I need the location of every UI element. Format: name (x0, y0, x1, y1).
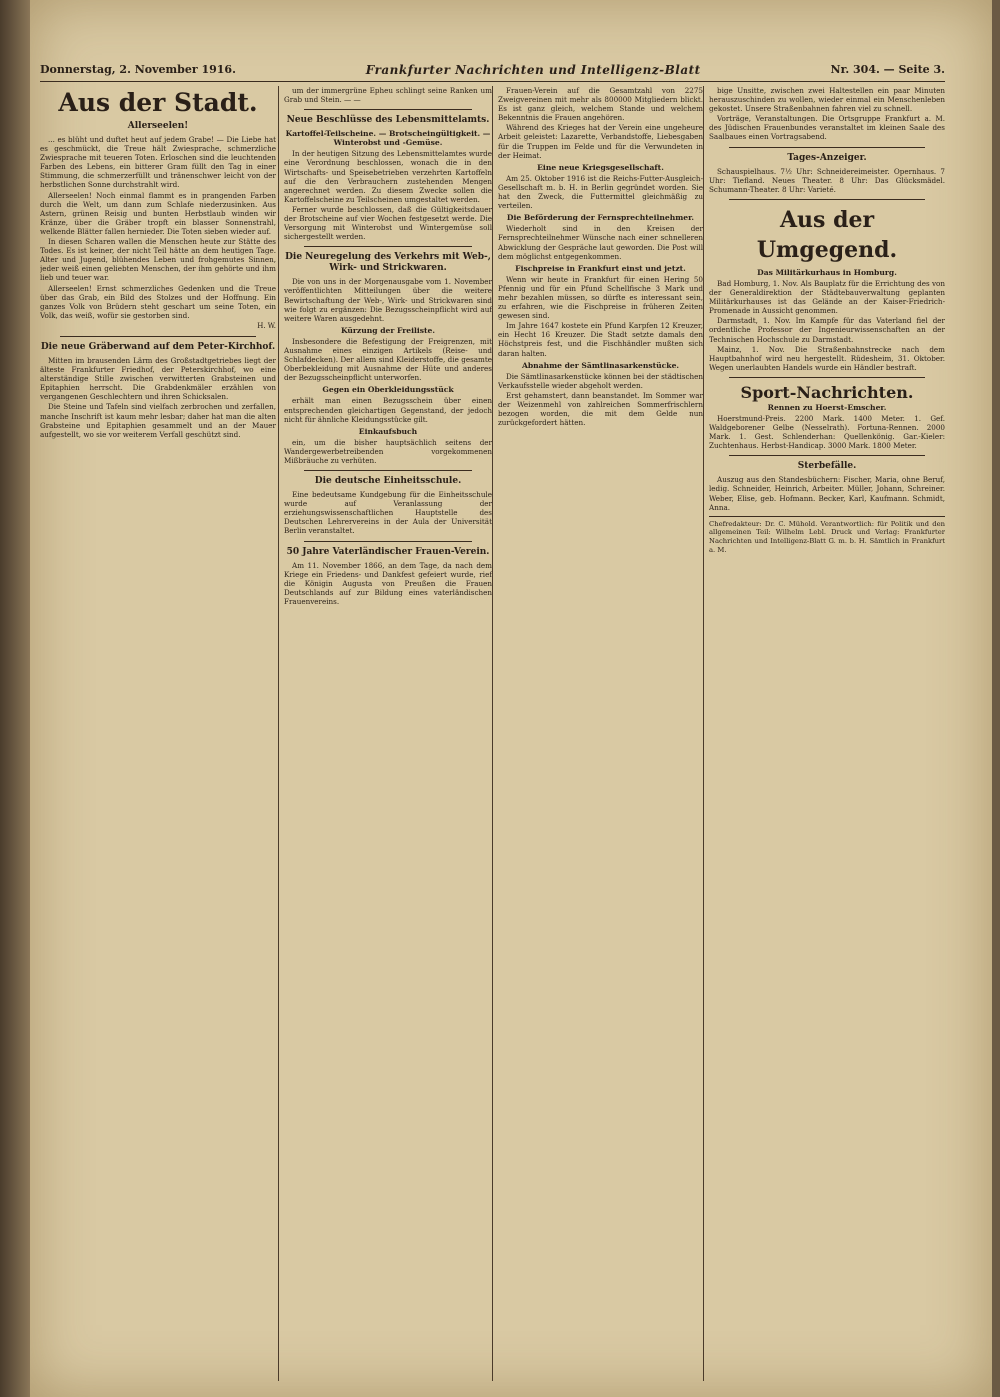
article-title: Abnahme der Sämtlinasarkenstücke. (521, 360, 680, 370)
paragraph: In diesen Scharen wallen die Menschen heute zur Stätte des Todes. Es ist keiner, der nicht Teil hätte an dem heutigen Tage. Alter und Jugend, blühendes Leben und frohgemutes Sinnen, jeder weiß einen geliebten Menschen, der ihm gehörte und ihm lieb und teuer war. (40, 237, 276, 283)
paragraph: Im Jahre 1647 kostete ein Pfund Karpfen 12 Kreuzer, ein Hecht 16 Kreuzer. Die Stadt setzte damals den Höchstpreis fest, und die Fischhändler mußten sich daran halten. (498, 321, 703, 358)
paragraph: In der heutigen Sitzung des Lebensmittelamtes wurde eine Verordnung beschlossen, wonach die in den Wirtschafts- und Speisebetrieben verzehrten Kartoffeln auf die den Verbrauchern zustehenden Mengen angerechnet werden. Zu diesem Zwecke sollen die Kartoffelscheine zu Teilscheinen umgestaltet werden. (284, 149, 492, 204)
paragraph: Vorträge, Veranstaltungen. Die Ortsgruppe Frankfurt a. M. des Jüdischen Frauenbundes veranstaltet im kleinen Saale des Saalbaues einen Vortragsabend. (709, 114, 945, 142)
article-title: Die neue Gräberwand auf dem Peter-Kirchhof. (40, 341, 276, 352)
masthead (40, 58, 945, 82)
paragraph: Insbesondere die Befestigung der Freigrenzen, mit Ausnahme eines einzigen Artikels (Reise- und Schlafdecken). Der allem sind Kleiderstoffe, die gesamte Oberbekleidung mit Ausnahme der Hüte und anderes der Bezugsscheinpflicht unterworfen. (284, 336, 492, 383)
paragraph: Wenn wir heute in Frankfurt für einen Hering 50 Pfennig und für ein Pfund Schellfische 3 Mark und mehr bezahlen müssen, so dürfte es interessant sein, zu erfahren, wie die Fischpreise in früheren Zeiten gewesen sind. (498, 274, 703, 321)
article-kicker: Einkaufsbuch (358, 426, 418, 436)
divider (304, 246, 472, 247)
paragraph: Bad Homburg, 1. Nov. Als Bauplatz für die Errichtung des von der Generaldirektion der Städtebauverwaltung geplanten Militärkurhauses ist das Gelände an der Kaiser-Friedrich-Promenade in Aussicht genommen. (709, 278, 945, 316)
section-heading: Aus der Stadt. (58, 88, 258, 117)
article-title: Fischpreise in Frankfurt einst und jetzt. (515, 263, 686, 273)
paragraph: Während des Krieges hat der Verein eine ungeheure Arbeit geleistet: Lazarette, Verbandstoffe, Liebesgaben für die Truppen im Felde und für die Verwundeten in der Heimat. (498, 123, 703, 160)
article-title: Neue Beschlüsse des Lebensmittelamts. (286, 115, 490, 126)
article-title: Die Beförderung der Fernsprechteilnehmer. (506, 213, 695, 223)
column-rule (492, 86, 493, 1381)
paragraph: bige Unsitte, zwischen zwei Haltestellen ein paar Minuten herauszuschinden zu wollen, wieder einmal ein Menschenleben gekostet. Unsere Straßenbahnen fahren viel zu schnell. (709, 86, 945, 114)
paragraph: ... es blüht und duftet heut auf jedem Grabe! — Die Liebe hat es geschmückt, die Treue hält Zwiesprache, schmerzliche Zwiesprache mit teueren Toten. Erloschen sind die leuchtenden Farben des Lebens, ein bitterer Gram füllt den Tag in einer Stimmung, die schmerzerfüllt und tränenschwer leicht von der herbstlichen Sonne durchstrahlt wird. (40, 135, 276, 190)
section-heading: Sport-Nachrichten. (740, 382, 914, 402)
paragraph: erhält man einen Bezugsschein über einen entsprechenden gleichartigen Gegenstand, der jedoch nicht für ähnliche Kleidungsstücke gilt. (284, 396, 492, 424)
masthead-date: Donnerstag, 2. November 1916. (40, 63, 236, 76)
article-title: 50 Jahre Vaterländischer Frauen-Verein. (286, 546, 490, 557)
divider (729, 147, 925, 148)
paragraph: um der immergrüne Epheu schlingt seine Ranken um Grab und Stein. — — (284, 86, 492, 105)
paragraph: Schauspielhaus. 7½ Uhr: Schneidereimeister. Opernhaus. 7 Uhr: Tiefland. Neues Theater. 8 Uhr: Das Glücksmädel. Schumann-Theater. 8 Uhr: Varieté. (709, 166, 945, 194)
paragraph: Wiederholt sind in den Kreisen der Fernsprechteilnehmer Wünsche nach einer schnelleren Abwicklung der Gespräche laut geworden. Die Post will dem möglichst entgegenkommen. (498, 224, 703, 261)
paragraph: Die Steine und Tafeln sind vielfach zerbrochen und zerfallen, manche Inschrift ist kaum mehr lesbar; daher hat man die alten Grabsteine und Epitaphien gesammelt und an der Mauer aufgestellt, wo sie vor weiterem Verfall geschützt sind. (40, 402, 276, 439)
article-title: Rennen zu Hoerst-Emscher. (767, 402, 887, 412)
divider (729, 377, 925, 378)
divider (729, 199, 925, 200)
divider (304, 109, 472, 110)
section-heading: Aus der Umgegend. (756, 206, 898, 263)
article-kicker: Gegen ein Oberkleidungsstück (322, 385, 454, 395)
imprint: Chefredakteur: Dr. C. Mühold. Verantwortlich: für Politik und den allgemeinen Teil: Wilhelm Lebl. Druck und Verlag: Frankfurter Nachrichten und Intelligenz-Blatt G. m. b. H. Sämtlich in Frankfurt a. M. (709, 516, 945, 554)
paragraph: Die Sämtlinasarkenstücke können bei der städtischen Verkaufsstelle wieder abgeholt werden. (498, 371, 703, 390)
article-title: Die deutsche Einheitsschule. (314, 476, 462, 487)
column-3 (498, 86, 703, 1381)
paragraph: Mitten im brausenden Lärm des Großstadtgetriebes liegt der älteste Frankfurter Friedhof, der Peterskirchhof, wo eine alterständige Stille zwischen verwitterten Grabsteinen und Epitaphien herrscht. Die Grabdenkmäler erzählen von vergangenen Geschlechtern und ihren Schicksalen. (40, 355, 276, 402)
column-rule (703, 86, 704, 1381)
paragraph: Am 25. Oktober 1916 ist die Reichs-Futter-Ausgleich-Gesellschaft m. b. H. in Berlin gegründet worden. Sie hat den Zweck, die Futtermittel gleichmäßig zu verteilen. (498, 173, 703, 211)
paragraph: Ferner wurde beschlossen, daß die Gültigkeitsdauer der Brotscheine auf vier Wochen festgesetzt werde. Die Versorgung mit Winterobst und Wintergemüse soll sichergestellt werden. (284, 204, 492, 242)
paragraph: ein, um die bisher hauptsächlich seitens der Wandergewerbetreibenden vorgekommenen Mißbräuche zu verhüten. (284, 437, 492, 465)
author-signature: H. W. (257, 321, 276, 330)
column-1 (40, 86, 276, 1381)
divider (304, 470, 472, 471)
column-rule (278, 86, 279, 1381)
newspaper-page (30, 0, 992, 1397)
paragraph: Am 11. November 1866, an dem Tage, da nach dem Kriege ein Friedens- und Dankfest gefeiert wurde, rief die Königin Augusta von Preußen die Frauen Deutschlands auf zur Bildung eines vaterländischen Frauenvereins. (284, 560, 492, 606)
article-kicker: Kartoffel-Teilscheine. — Brotscheingültigkeit. — Winterobst und -Gemüse. (285, 129, 491, 148)
paragraph: Darmstadt, 1. Nov. Im Kampfe für das Vaterland fiel der ordentliche Professor der Ingenieurwissenschaften an der Technischen Hochschule zu Darmstadt. (709, 316, 945, 344)
article-title: Das Militärkurhaus in Homburg. (757, 267, 897, 277)
column-2 (284, 86, 492, 1381)
paragraph: Die von uns in der Morgenausgabe vom 1. November veröffentlichten Mitteilungen über die weitere Bewirtschaftung der Web-, Wirk- und Strickwaren sind wie folgt zu ergänzen: Die Bezugsscheinpflicht wird auf weitere Waren ausgedehnt. (284, 277, 492, 323)
paragraph: Allerseelen! Ernst schmerzliches Gedenken und die Treue über das Grab, ein Bild des Stolzes und der Hoffnung. Ein ganzes Volk von Brüdern steht geschart um seine Toten, ein Volk, das weiß, wofür sie gestorben sind. (40, 283, 276, 320)
section-heading: Sterbefälle. (797, 461, 857, 472)
divider (729, 455, 925, 456)
article-title: Eine neue Kriegsgesellschaft. (537, 162, 664, 172)
paragraph: Auszug aus den Standesbüchern: Fischer, Maria, ohne Beruf, ledig. Schneider, Heinrich, Arbeiter. Müller, Johann, Schreiner. Weber, Elise, geb. Hofmann. Becker, Karl, Kaufmann. Schmidt, Anna. (709, 475, 945, 512)
divider (60, 336, 256, 337)
column-4 (709, 86, 945, 1381)
paragraph: Frauen-Verein auf die Gesamtzahl von 2275 Zweigvereinen mit mehr als 800000 Mitgliedern blickt. Es ist ganz gleich, welchem Stande und welchem Bekenntnis die Frauen angehören. (498, 86, 703, 123)
article-title: Allerseelen! (127, 121, 189, 131)
masthead-title: Frankfurter Nachrichten und Intelligenz-Blatt (365, 62, 701, 77)
article-title: Die Neuregelung des Verkehrs mit Web-, Wirk- und Strickwaren. (285, 252, 491, 274)
page-gutter (0, 0, 30, 1397)
paragraph: Hoerstmund-Preis. 2200 Mark. 1400 Meter. 1. Gef. Waldgeborener Gelbe (Nesselrath). Fortuna-Rennen. 2000 Mark. 1. Gest. Schlenderhan: Quellenkönig. Gar.-Kieler: Zuchtenhaus. Herbst-Handicap. 3000 Mark. 1800 Meter. (709, 413, 945, 451)
article-kicker: Kürzung der Freiliste. (340, 325, 436, 335)
masthead-page: Nr. 304. — Seite 3. (830, 63, 945, 76)
divider (304, 541, 472, 542)
article-title: Tages-Anzeiger. (787, 152, 867, 163)
paragraph: Allerseelen! Noch einmal flammt es in prangenden Farben durch die Welt, um dann zum Schlafe niederzusinken. Aus Astern, grünen Reisig und bunten Herbstlaub winden wir Kränze, über die Gräber tropft ein blasser Sonnenstrahl, welkende Blätter fallen hernieder. Die Toten sieben wieder auf. (40, 190, 276, 236)
paragraph: Eine bedeutsame Kundgebung für die Einheitsschule wurde auf Veranlassung der erziehungswissenschaftlichen Hauptstelle des Deutschen Lehrervereins in der Aula der Universität Berlin veranstaltet. (284, 490, 492, 536)
paragraph: Mainz, 1. Nov. Die Straßenbahnstrecke nach dem Hauptbahnhof wird neu hergestellt. Rüdesheim, 31. Oktober. Wegen unerlaubten Handels wurde ein Händler bestraft. (709, 344, 945, 372)
paragraph: Erst gehamstert, dann beanstandet. Im Sommer war der Weizenmehl von zahlreichen Sommerfrischlern bezogen worden, die mit dem Gelde nun zurückgefordert hätten. (498, 390, 703, 428)
